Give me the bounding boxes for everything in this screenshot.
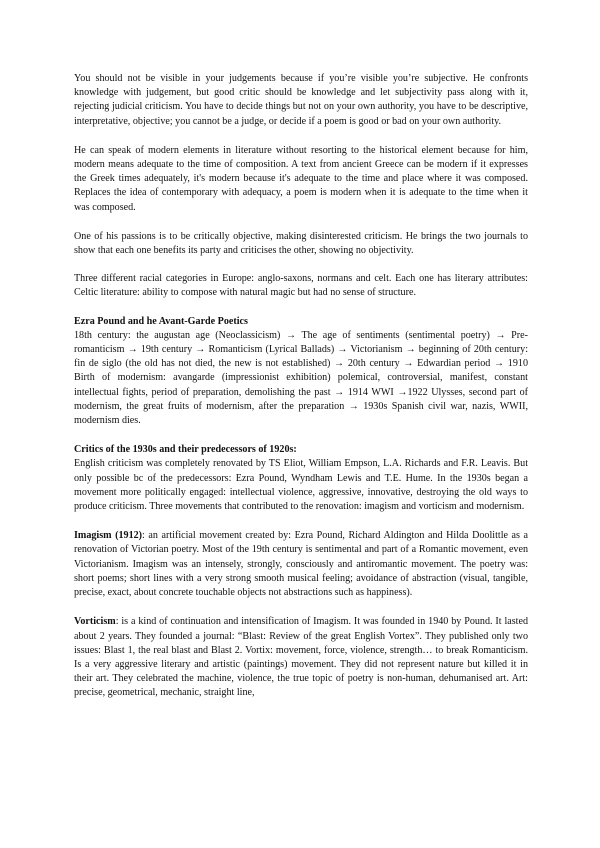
document-page <box>74 72 528 701</box>
paragraph-racial-categories: Three different racial categories in Europe: anglo-saxons, normans and celt. Each one has literary attributes: Celtic literature: ability to compose with natural magic but had no sense of structure. <box>74 273 528 299</box>
vorticism-body: : is a kind of continuation and intensification of Imagism. It was founded in 1940 by Pound. It lasted about 2 years. They founded a journal: “Blast: Review of the great English Vortex”. They published only two issues: Blast 1, the real blast and Blast 2. Vortix: movement, force, violence, strength… to break Romanticism. Is a very aggressive literary and artistic (paintings) movement. They did not represent nature but killed it in their art. They celebrated the machine, violence, the true topic of poetry is non-human, dehumanised art. Art: precise, geometrical, mechanic, straight line, <box>74 616 528 699</box>
heading-ezra-pound: Ezra Pound and he Avant-Garde Poetics <box>74 315 248 327</box>
paragraph-imagism <box>74 529 528 600</box>
paragraph-modern-adequacy: He can speak of modern elements in literature without resorting to the historical element because for him, modern means adequate to the time of composition. A text from ancient Greece can be modern if it expresses the Greek times adequately, it's modern because it's adequate to the time and place where it was composed. Replaces the idea of contemporary with adequacy, a poem is modern when it is adequate to the time when it was composed. <box>74 144 528 213</box>
section-critics-1930s <box>74 443 528 514</box>
paragraph-objectivity: One of his passions is to be critically objective, making disinterested criticism. He brings the two journals to show that each one benefits its party and criticises the other, showing no objectivity. <box>74 230 528 257</box>
paragraph-vorticism <box>74 615 528 700</box>
term-vorticism: Vorticism <box>74 616 116 628</box>
paragraph-judgement: You should not be visible in your judgements because if you’re visible you’re subjective. He confronts knowledge with judgement, but good critic should be knowledge and let subjectivity pass along with it, rejecting judicial criticism. You have to decide things but not on your own authority, you have to be descriptive, interpretative, objective; you cannot be a judge, or decide if a poem is good or bad on your own authority. <box>74 73 528 127</box>
term-imagism: Imagism (1912) <box>74 530 143 542</box>
heading-critics-1930s: Critics of the 1930s and their predecessors of 1920s: <box>74 444 297 456</box>
ezra-pound-timeline: 18th century: the augustan age (Neoclassicism) → The age of sentiments (sentimental poetry) → Pre-romanticism → 19th century → Romanticism (Lyrical Ballads) → Victorianism → beginning of 20th century: fin de siglo (the old has not died, the new is not established) → 20th century → Edwardian period → 1910 Birth of modernism: avangarde (impressionist exhibition) polemical, controversial, manifest, constant intellectual fights, period of preparation, demolishing the past → 1914 WWI →1922 Ulysses, second part of modernism, the great fruits of modernism, after the preparation → 1930s Spanish civil war, nazis, WWII, modernism dies. <box>74 329 528 427</box>
critics-1930s-body: English criticism was completely renovated by TS Eliot, William Empson, L.A. Richards and F.R. Leavis. But only possible bc of the predecessors: Ezra Pound, Wyndham Lewis and T.E. Hume. In the 1930s began a movement more politically engaged: intellectual violence, aggressive, innovative, destroying the old ways to produce criticism. Three movements that contributed to the renovation: imagism and vorticism and modernism. <box>74 458 528 513</box>
imagism-body: : an artificial movement created by: Ezra Pound, Richard Aldington and Hilda Doolittle as a renovation of Victorian poetry. Most of the 19th century is sentimental and part of a Romantic movement, even Victorianism. Imagism was an intensely, strongly, consciously and antiromantic movement. The poetry was: short poems; short lines with a very strong smooth musical feeling; avoidance of abstraction (visual, tangible, precise, exact, about concrete touchable objects not abstractions such as happiness). <box>74 530 528 599</box>
section-ezra-pound <box>74 315 528 429</box>
